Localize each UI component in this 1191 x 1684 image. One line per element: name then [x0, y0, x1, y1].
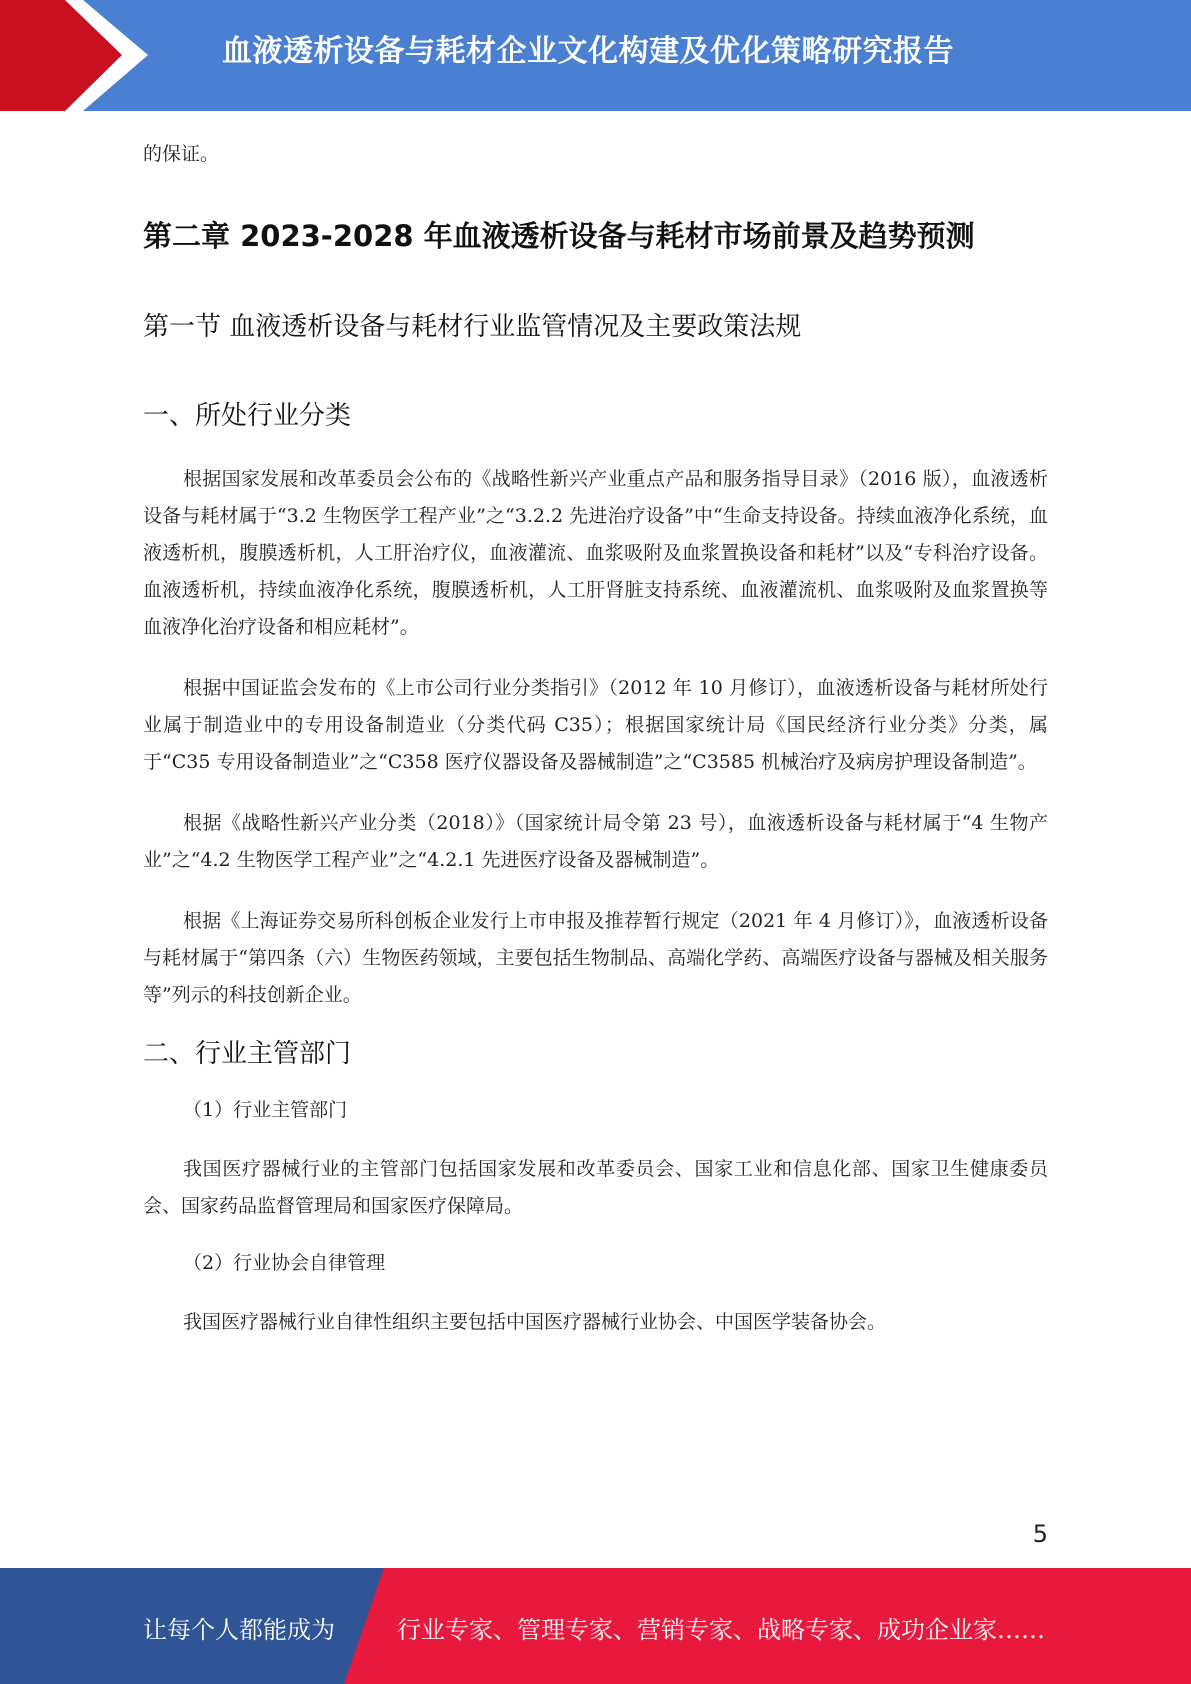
- paragraph-fragment: 的保证。: [143, 143, 220, 165]
- page-footer: [0, 1568, 1191, 1684]
- chapter-heading: 第二章 2023-2028 年血液透析设备与耗材市场前景及趋势预测: [143, 219, 975, 253]
- page-number: 5: [1032, 1520, 1048, 1548]
- paragraph-classification-4: 根据《上海证券交易所科创板企业发行上市申报及推荐暂行规定（2021 年 4 月修订）》，血液透析设备与耗材属于“第四条（六）生物医药领域，主要包括生物制品、高端化学药、高端医疗设备与器械及相关服务等”列示的科技创新企业。: [143, 910, 1048, 1006]
- report-title: 血液透析设备与耗材企业文化构建及优化策略研究报告: [222, 34, 954, 69]
- list-item-authorities: （1）行业主管部门: [183, 1099, 348, 1121]
- paragraph-classification-3: 根据《战略性新兴产业分类（2018）》（国家统计局令第 23 号），血液透析设备与耗材属于“4 生物产业”之“4.2 生物医学工程产业”之“4.2.1 先进医疗设备及器械制造”。: [143, 812, 1049, 871]
- document-body: [143, 136, 1048, 1341]
- paragraph-classification-1: 根据国家发展和改革委员会公布的《战略性新兴产业重点产品和服务指导目录》（2016 版），血液透析设备与耗材属于“3.2 生物医学工程产业”之“3.2.2 先进治疗设备”中“生命支持设备。持续血液净化系统，血液透析机，腹膜透析机，人工肝治疗仪，血液灌流、血浆吸附及血浆置换设备和耗材”以及“专科治疗设备。血液透析机，持续血液净化系统，腹膜透析机，人工肝肾脏支持系统、血液灌流机、血浆吸附及血浆置换等血液净化治疗设备和相应耗材”。: [143, 468, 1048, 638]
- header-chevron-decoration: [0, 0, 160, 111]
- subsection-heading-authorities: 二、行业主管部门: [143, 1039, 352, 1069]
- paragraph-authorities: 我国医疗器械行业的主管部门包括国家发展和改革委员会、国家工业和信息化部、国家卫生健康委员会、国家药品监督管理局和国家医疗保障局。: [143, 1158, 1048, 1217]
- subsection-heading-classification: 一、所处行业分类: [143, 401, 352, 431]
- footer-slogan-right: 行业专家、管理专家、营销专家、战略专家、成功企业家……: [397, 1616, 1045, 1644]
- section-heading: 第一节 血液透析设备与耗材行业监管情况及主要政策法规: [143, 312, 802, 342]
- footer-slogan-left: 让每个人都能成为: [143, 1616, 335, 1644]
- paragraph-self-regulation: 我国医疗器械行业自律性组织主要包括中国医疗器械行业协会、中国医学装备协会。: [183, 1311, 887, 1333]
- list-item-self-regulation: （2）行业协会自律管理: [183, 1252, 386, 1274]
- paragraph-classification-2: 根据中国证监会发布的《上市公司行业分类指引》（2012 年 10 月修订），血液透析设备与耗材所处行业属于制造业中的专用设备制造业（分类代码 C35）；根据国家统计局《国民经济行业分类》分类，属于“C35 专用设备制造业”之“C358 医疗仪器设备及器械制造”之“C3585 机械治疗及病房护理设备制造”。: [143, 677, 1048, 773]
- page-header: [0, 0, 1191, 111]
